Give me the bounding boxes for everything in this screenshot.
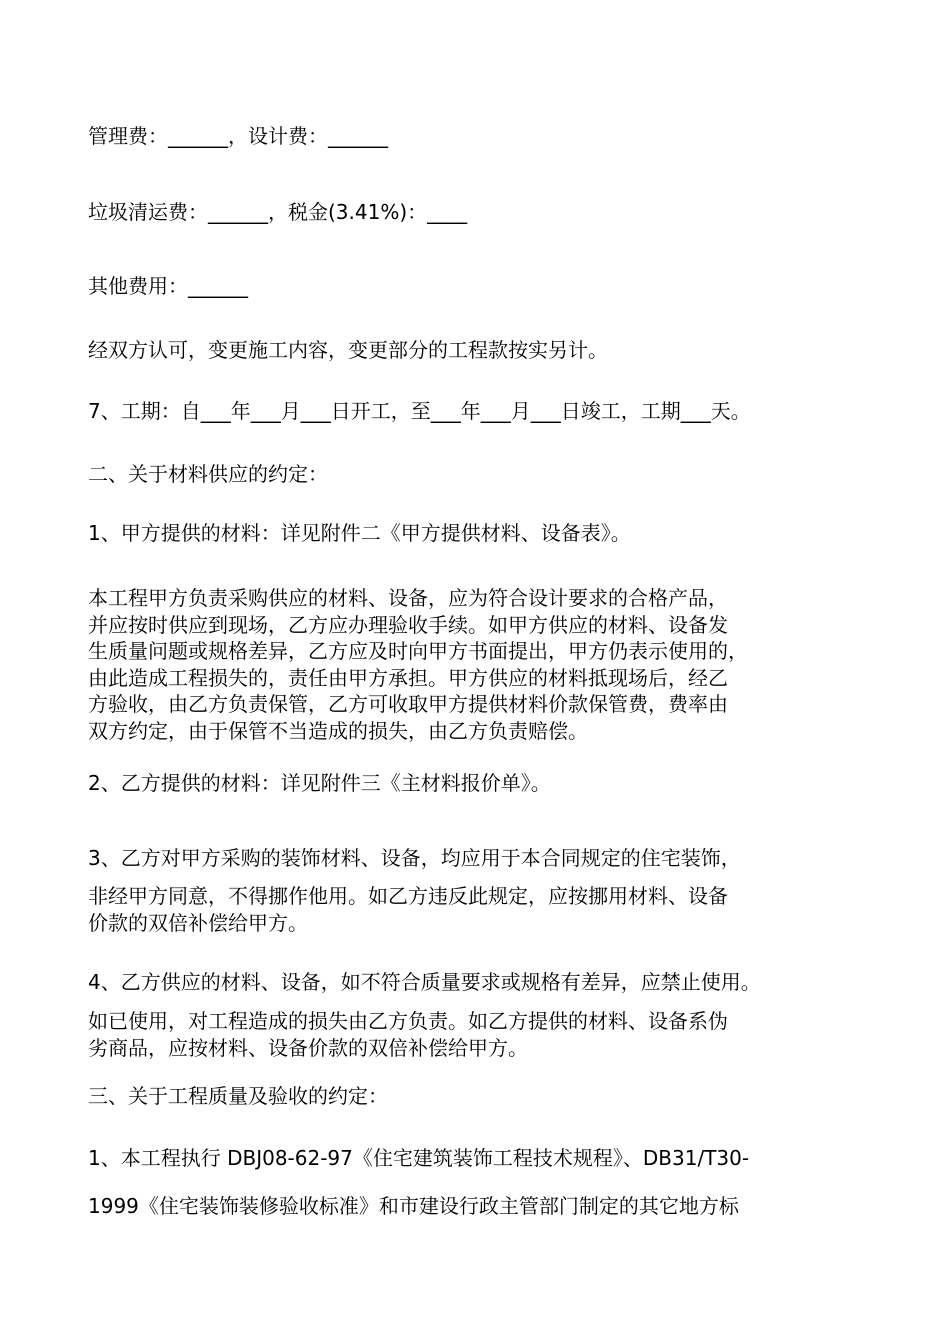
paragraph-line: 价款的双倍补偿给甲方。 [88, 910, 308, 935]
fee-garbage-tax-line: 垃圾清运费：______，税金(3.41%)：____ [88, 200, 468, 224]
change-note-line: 经双方认可，变更施工内容，变更部分的工程款按实另计。 [88, 338, 608, 362]
paragraph-line: 非经甲方同意，不得挪作他用。如乙方违反此规定，应按挪用材料、设备 [88, 884, 728, 908]
paragraph-line: 方验收，由乙方负责保管，乙方可收取甲方提供材料价款保管费，费率由 [88, 692, 728, 716]
paragraph-line: 并应按时供应到现场，乙方应办理验收手续。如甲方供应的材料、设备发 [88, 612, 728, 637]
section3-item1-second-line: 1999《住宅装饰装修验收标准》和市建设行政主管部门制定的其它地方标 [88, 1194, 739, 1218]
section3-item1-first-line: 1、本工程执行 DBJ08-62-97《住宅建筑装饰工程技术规程》、DB31/T30- [88, 1146, 750, 1170]
paragraph-line: 由此造成工程损失的，责任由甲方承担。甲方供应的材料抵现场后，经乙 [88, 665, 728, 690]
section2-item3-first-line: 3、乙方对甲方采购的装饰材料、设备，均应用于本合同规定的住宅装饰， [88, 846, 741, 870]
paragraph-line: 生质量问题或规格差异，乙方应及时向甲方书面提出，甲方仍表示使用的， [88, 639, 748, 663]
fee-management-design-line: 管理费：______，设计费：______ [88, 124, 388, 148]
fee-other-line: 其他费用：______ [88, 274, 248, 298]
section2-item2: 2、乙方提供的材料：详见附件三《主材料报价单》。 [88, 771, 551, 795]
paragraph-line: 如已使用，对工程造成的损失由乙方负责。如乙方提供的材料、设备系伪 [88, 1009, 728, 1033]
paragraph-line: 本工程甲方负责采购供应的材料、设备，应为符合设计要求的合格产品， [88, 586, 728, 610]
section2-item3-continuation [88, 883, 728, 936]
paragraph-line: 双方约定，由于保管不当造成的损失，由乙方负责赔偿。 [88, 718, 588, 743]
section2-item4-continuation [88, 1008, 728, 1061]
section2-item1: 1、甲方提供的材料：详见附件二《甲方提供材料、设备表》。 [88, 521, 631, 545]
section3-heading: 三、关于工程质量及验收的约定： [88, 1084, 388, 1108]
paragraph-line: 劣商品，应按材料、设备价款的双倍补偿给甲方。 [88, 1035, 528, 1060]
schedule-line: 7、工期：自___年___月___日开工，至___年___月___日竣工，工期___天。 [88, 399, 751, 423]
owner-materials-paragraph [88, 585, 748, 744]
section2-item4-first-line: 4、乙方供应的材料、设备，如不符合质量要求或规格有差异，应禁止使用。 [88, 970, 761, 994]
section2-heading: 二、关于材料供应的约定： [88, 462, 328, 486]
